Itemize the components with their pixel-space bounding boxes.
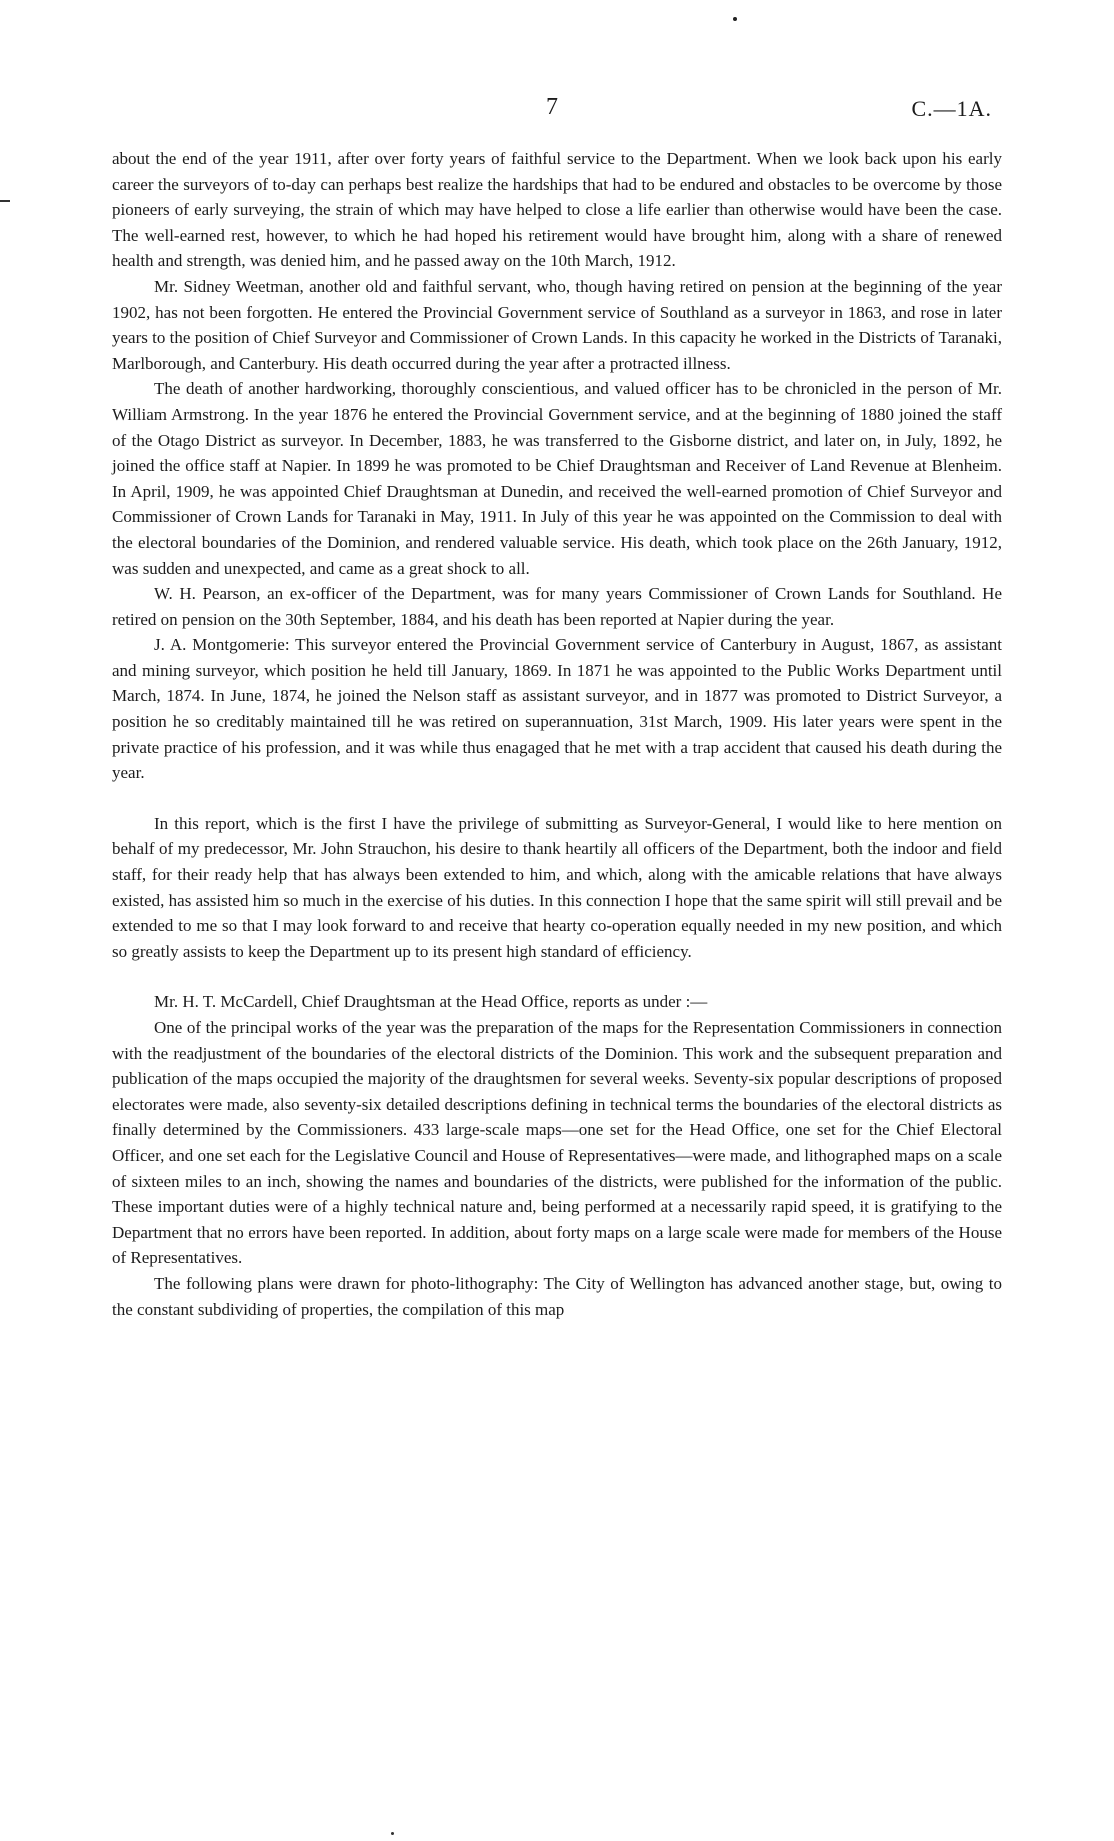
page-number: 7: [546, 94, 559, 120]
scan-speck: [391, 1832, 394, 1835]
document-code: C.—1A.: [911, 96, 992, 121]
paragraph-weetman: Mr. Sidney Weetman, another old and faithful servant, who, though having retired on pension at the beginning of the year 1902, has not been forgotten. He entered the Provincial Government service of Southland as a surveyor in 1863, and rose in later years to the position of Chief Surveyor and Commissioner of Crown Lands. In this capacity he worked in the Districts of Taranaki, Marlborough, and Canterbury. His death occurred during the year after a protracted illness.: [112, 276, 1002, 373]
paragraph-continuation: about the end of the year 1911, after over forty years of faithful service to the Department. When we look back upon his early career the surveyors of to-day can perhaps best realize the hardships that had to be endured and obstacles to be overcome by those pioneers of early surveying, the strain of which may have helped to close a life earlier than otherwise would have been the case. The well-earned rest, however, to which he had hoped his retirement would have brought him, along with a share of renewed health and strength, was denied him, and he passed away on the 10th March, 1912.: [112, 149, 1002, 271]
paragraph-photo-lithography: The following plans were drawn for photo-lithography: The City of Wellington has advanced another stage, but, owing to the constant subdividing of properties, the compilation of this map: [112, 1273, 1002, 1319]
paragraph-pearson: W. H. Pearson, an ex-officer of the Department, was for many years Commissioner of Crown Lands for Southland. He retired on pension on the 30th September, 1884, and his death has been reported at Napier during the year.: [112, 584, 1002, 629]
body-text: [112, 146, 1002, 1322]
paragraph-surveyor-general: In this report, which is the first I have the privilege of submitting as Surveyor-General, I would like to here mention on behalf of my predecessor, Mr. John Strauchon, his desire to thank heartily all officers of the Department, both the indoor and field staff, for their ready help that has always been extended to him, and which, along with the amicable relations that have always existed, has assisted him so much in the exercise of his duties. In this connection I hope that the same spirit will still prevail and be extended to me so that I may look forward to and receive that hearty co-operation equally needed in my new position, and which so greatly assists to keep the Department up to its present high standard of efficiency.: [112, 813, 1002, 961]
paragraph-armstrong: The death of another hardworking, thoroughly conscientious, and valued officer has to be chronicled in the person of Mr. William Armstrong. In the year 1876 he entered the Provincial Government service, and at the beginning of 1880 joined the staff of the Otago District as surveyor. In December, 1883, he was transferred to the Gisborne district, and later on, in July, 1892, he joined the office staff at Napier. In 1899 he was promoted to be Chief Draughtsman and Receiver of Land Revenue at Blenheim. In April, 1909, he was appointed Chief Draughtsman at Dunedin, and received the well-earned promotion of Chief Surveyor and Commissioner of Crown Lands for Taranaki in May, 1911. In July of this year he was appointed on the Commission to deal with the electoral boundaries of the Dominion, and rendered valuable service. His death, which took place on the 26th January, 1912, was sudden and unexpected, and came as a great shock to all.: [112, 379, 1002, 578]
scan-speck: [733, 17, 737, 21]
margin-mark: [0, 200, 10, 202]
paragraph-montgomerie: J. A. Montgomerie: This surveyor entered the Provincial Government service of Canterbury in August, 1867, as assistant and mining surveyor, which position he held till January, 1869. In 1871 he was appointed to the Public Works Department until March, 1874. In June, 1874, he joined the Nelson staff as assistant surveyor, and in 1877 was promoted to District Surveyor, a position he so creditably maintained till he was retired on superannuation, 31st March, 1909. His later years were spent in the private practice of his profession, and it was while thus enagaged that he met with a trap accident that caused his death during the year.: [112, 635, 1002, 783]
paragraph-mccardell-intro: Mr. H. T. McCardell, Chief Draughtsman at the Head Office, reports as under :—: [154, 992, 708, 1012]
paragraph-representation-maps: One of the principal works of the year was the preparation of the maps for the Representation Commissioners in connection with the readjustment of the boundaries of the electoral districts of the Dominion. This work and the subsequent preparation and publication of the maps occupied the majority of the draughtsmen for several weeks. Seventy-six popular descriptions of proposed electorates were made, also seventy-six detailed descriptions defining in technical terms the boundaries of the electoral districts as finally determined by the Commissioners. 433 large-scale maps—one set for the Head Office, one set for the Chief Electoral Officer, and one set each for the Legislative Council and House of Representatives—were made, and lithographed maps on a scale of sixteen miles to an inch, showing the names and boundaries of the districts, were published for the information of the public. These important duties were of a highly technical nature and, being performed at a necessarily rapid speed, it is gratifying to the Department that no errors have been reported. In addition, about forty maps on a large scale were made for members of the House of Representatives.: [112, 1018, 1002, 1268]
